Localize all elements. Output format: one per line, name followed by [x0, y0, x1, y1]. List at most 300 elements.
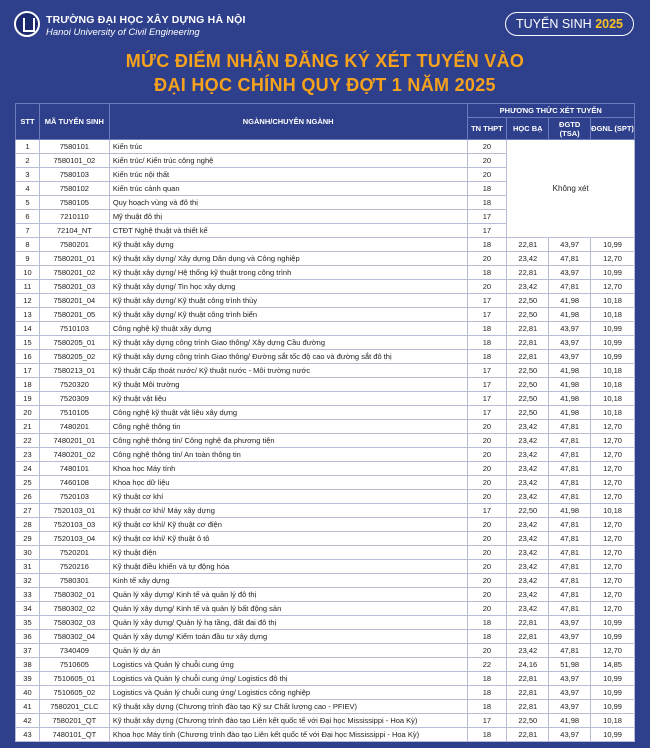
code-cell: 7460108 [39, 476, 109, 490]
major-cell: Kỹ thuật xây dựng công trình Giao thông/ Xây dựng Cầu đường [109, 336, 467, 350]
dgtd-cell: 41,98 [549, 308, 591, 322]
table-row [16, 448, 635, 462]
stt-cell: 36 [16, 630, 40, 644]
university-name-vn: TRƯỜNG ĐẠI HỌC XÂY DỰNG HÀ NỘI [46, 14, 246, 26]
dgnl-cell: 14,85 [591, 658, 635, 672]
dgtd-cell: 41,98 [549, 406, 591, 420]
tn-thpt-cell: 17 [467, 210, 507, 224]
dgnl-cell: 10,18 [591, 406, 635, 420]
table-row [16, 252, 635, 266]
dgnl-cell: 10,99 [591, 238, 635, 252]
dgnl-cell: 10,18 [591, 308, 635, 322]
table-row [16, 546, 635, 560]
tn-thpt-cell: 18 [467, 322, 507, 336]
code-cell: 7580201_CLC [39, 700, 109, 714]
dgnl-cell: 12,70 [591, 462, 635, 476]
stt-cell: 39 [16, 672, 40, 686]
tn-thpt-cell: 20 [467, 490, 507, 504]
dgnl-cell: 12,70 [591, 644, 635, 658]
table-row [16, 728, 635, 742]
major-cell: Kỹ thuật cơ khí [109, 490, 467, 504]
major-cell: Kỹ thuật xây dựng công trình Giao thông/ Đường sắt tốc độ cao và đường sắt đô thị [109, 350, 467, 364]
dgnl-cell: 12,70 [591, 448, 635, 462]
table-row [16, 420, 635, 434]
tn-thpt-cell: 20 [467, 602, 507, 616]
stt-cell: 25 [16, 476, 40, 490]
hoc-ba-cell: 23,42 [507, 448, 549, 462]
table-body [16, 140, 635, 742]
table-row [16, 434, 635, 448]
major-cell: Kiến trúc/ Kiến trúc công nghệ [109, 154, 467, 168]
major-cell: Kỹ thuật xây dựng/ Tin học xây dựng [109, 280, 467, 294]
code-cell: 7510605_02 [39, 686, 109, 700]
table-row [16, 266, 635, 280]
code-cell: 7510605 [39, 658, 109, 672]
code-cell: 7480101 [39, 462, 109, 476]
stt-cell: 33 [16, 588, 40, 602]
hoc-ba-cell: 22,81 [507, 700, 549, 714]
tn-thpt-cell: 20 [467, 252, 507, 266]
major-cell: Quản lý dự án [109, 644, 467, 658]
hoc-ba-cell: 23,42 [507, 252, 549, 266]
table-row [16, 322, 635, 336]
tn-thpt-cell: 20 [467, 448, 507, 462]
hoc-ba-cell: 23,42 [507, 546, 549, 560]
tn-thpt-cell: 20 [467, 154, 507, 168]
code-cell: 7580302_03 [39, 616, 109, 630]
admission-badge [505, 12, 634, 36]
major-cell: Kỹ thuật Cấp thoát nước/ Kỹ thuật nước - Môi trường nước [109, 364, 467, 378]
hoc-ba-cell: 22,50 [507, 392, 549, 406]
major-cell: Quy hoạch vùng và đô thị [109, 196, 467, 210]
hoc-ba-cell: 22,50 [507, 378, 549, 392]
code-cell: 7480201_02 [39, 448, 109, 462]
table-row [16, 504, 635, 518]
hoc-ba-cell: 22,81 [507, 322, 549, 336]
table-row [16, 672, 635, 686]
tn-thpt-cell: 17 [467, 714, 507, 728]
code-cell: 7520201 [39, 546, 109, 560]
dgtd-cell: 43,97 [549, 630, 591, 644]
hoc-ba-cell: 22,81 [507, 728, 549, 742]
code-cell: 7480101_QT [39, 728, 109, 742]
hoc-ba-cell: 23,42 [507, 420, 549, 434]
stt-cell: 31 [16, 560, 40, 574]
dgnl-cell: 12,70 [591, 546, 635, 560]
table-row [16, 462, 635, 476]
stt-cell: 43 [16, 728, 40, 742]
stt-cell: 18 [16, 378, 40, 392]
table-row [16, 406, 635, 420]
code-cell: 7580103 [39, 168, 109, 182]
major-cell: Kỹ thuật điều khiển và tự động hóa [109, 560, 467, 574]
dgnl-cell: 12,70 [591, 420, 635, 434]
code-cell: 7580201_01 [39, 252, 109, 266]
tn-thpt-cell: 17 [467, 364, 507, 378]
hoc-ba-cell: 22,50 [507, 504, 549, 518]
dgnl-cell: 12,70 [591, 252, 635, 266]
major-cell: Logistics và Quản lý chuỗi cung ứng [109, 658, 467, 672]
tn-thpt-cell: 17 [467, 504, 507, 518]
dgtd-cell: 41,98 [549, 392, 591, 406]
tn-thpt-cell: 18 [467, 182, 507, 196]
hoc-ba-cell: 22,81 [507, 686, 549, 700]
table-row [16, 350, 635, 364]
code-cell: 7580201_03 [39, 280, 109, 294]
hoc-ba-cell: 23,42 [507, 434, 549, 448]
hoc-ba-cell: 22,81 [507, 336, 549, 350]
stt-cell: 13 [16, 308, 40, 322]
dgtd-cell: 47,81 [549, 420, 591, 434]
stt-cell: 8 [16, 238, 40, 252]
dgnl-cell: 12,70 [591, 434, 635, 448]
stt-cell: 26 [16, 490, 40, 504]
dgtd-cell: 43,97 [549, 322, 591, 336]
dgtd-cell: 47,81 [549, 448, 591, 462]
dgtd-cell: 47,81 [549, 546, 591, 560]
stt-cell: 20 [16, 406, 40, 420]
tn-thpt-cell: 18 [467, 728, 507, 742]
dgtd-cell: 47,81 [549, 532, 591, 546]
table-row [16, 238, 635, 252]
tn-thpt-cell: 17 [467, 294, 507, 308]
tn-thpt-cell: 17 [467, 224, 507, 238]
dgnl-cell: 12,70 [591, 518, 635, 532]
stt-cell: 28 [16, 518, 40, 532]
badge-year: 2025 [595, 17, 623, 31]
hoc-ba-cell: 22,81 [507, 266, 549, 280]
hoc-ba-cell: 22,81 [507, 630, 549, 644]
dgnl-cell: 12,70 [591, 476, 635, 490]
tn-thpt-cell: 20 [467, 476, 507, 490]
table-row [16, 630, 635, 644]
stt-cell: 32 [16, 574, 40, 588]
tn-thpt-cell: 18 [467, 266, 507, 280]
tn-thpt-cell: 20 [467, 574, 507, 588]
hoc-ba-cell: 22,81 [507, 616, 549, 630]
table-row [16, 686, 635, 700]
stt-cell: 4 [16, 182, 40, 196]
dgnl-cell: 12,70 [591, 588, 635, 602]
stt-cell: 41 [16, 700, 40, 714]
code-cell: 7580105 [39, 196, 109, 210]
admission-score-table [15, 103, 635, 742]
table-row [16, 140, 635, 154]
major-cell: Kỹ thuật xây dựng/ Xây dựng Dân dụng và Công nghiệp [109, 252, 467, 266]
dgtd-cell: 47,81 [549, 434, 591, 448]
table-row [16, 714, 635, 728]
dgtd-cell: 43,97 [549, 350, 591, 364]
code-cell: 7520103_03 [39, 518, 109, 532]
stt-cell: 29 [16, 532, 40, 546]
table-row [16, 476, 635, 490]
hoc-ba-cell: 22,50 [507, 308, 549, 322]
dgnl-cell: 10,99 [591, 672, 635, 686]
dgnl-cell: 10,18 [591, 364, 635, 378]
table-row [16, 658, 635, 672]
stt-cell: 27 [16, 504, 40, 518]
hoc-ba-cell: 23,42 [507, 602, 549, 616]
tn-thpt-cell: 20 [467, 462, 507, 476]
code-cell: 7510103 [39, 322, 109, 336]
stt-cell: 17 [16, 364, 40, 378]
major-cell: Kỹ thuật cơ khí/ Kỹ thuật cơ điện [109, 518, 467, 532]
hoc-ba-cell: 23,42 [507, 490, 549, 504]
hoc-ba-cell: 23,42 [507, 476, 549, 490]
hoc-ba-cell: 22,50 [507, 294, 549, 308]
code-cell: 7520103_04 [39, 532, 109, 546]
dgnl-cell: 10,99 [591, 350, 635, 364]
major-cell: Kỹ thuật Môi trường [109, 378, 467, 392]
table-row [16, 602, 635, 616]
dgnl-cell: 10,18 [591, 378, 635, 392]
code-cell: 7340409 [39, 644, 109, 658]
code-cell: 7580201_02 [39, 266, 109, 280]
major-cell: Kỹ thuật điện [109, 546, 467, 560]
header-code: MÃ TUYỂN SINH [39, 104, 109, 140]
tn-thpt-cell: 20 [467, 420, 507, 434]
tn-thpt-cell: 18 [467, 238, 507, 252]
major-cell: Kỹ thuật xây dựng (Chương trình đào tạo Liên kết quốc tế với Đại học Mississippi - Hoa Kỳ) [109, 714, 467, 728]
major-cell: Công nghệ thông tin/ An toàn thông tin [109, 448, 467, 462]
code-cell: 7510105 [39, 406, 109, 420]
major-cell: Kỹ thuật xây dựng [109, 238, 467, 252]
hoc-ba-cell: 23,42 [507, 280, 549, 294]
tn-thpt-cell: 18 [467, 630, 507, 644]
major-cell: Mỹ thuật đô thị [109, 210, 467, 224]
dgtd-cell: 43,97 [549, 728, 591, 742]
header-dgtd: ĐGTD (TSA) [549, 118, 591, 140]
stt-cell: 7 [16, 224, 40, 238]
code-cell: 7520309 [39, 392, 109, 406]
tn-thpt-cell: 20 [467, 644, 507, 658]
table-row [16, 588, 635, 602]
dgnl-cell: 12,70 [591, 490, 635, 504]
hoc-ba-cell: 23,42 [507, 588, 549, 602]
table-row [16, 518, 635, 532]
major-cell: Quản lý xây dựng/ Kiểm toán đầu tư xây dựng [109, 630, 467, 644]
code-cell: 7520216 [39, 560, 109, 574]
code-cell: 7580302_02 [39, 602, 109, 616]
hoc-ba-cell: 23,42 [507, 532, 549, 546]
tn-thpt-cell: 20 [467, 434, 507, 448]
header-methods: PHƯƠNG THỨC XÉT TUYỂN [467, 104, 635, 118]
major-cell: Quản lý xây dựng/ Kinh tế và quản lý đô thị [109, 588, 467, 602]
table-row [16, 560, 635, 574]
table-row [16, 532, 635, 546]
stt-cell: 19 [16, 392, 40, 406]
stt-cell: 40 [16, 686, 40, 700]
dgnl-cell: 10,99 [591, 728, 635, 742]
dgtd-cell: 43,97 [549, 686, 591, 700]
page-header [0, 0, 650, 48]
tn-thpt-cell: 22 [467, 658, 507, 672]
tn-thpt-cell: 18 [467, 672, 507, 686]
dgnl-cell: 10,99 [591, 616, 635, 630]
tn-thpt-cell: 20 [467, 532, 507, 546]
table-row [16, 280, 635, 294]
hoc-ba-cell: 24,16 [507, 658, 549, 672]
hoc-ba-cell: 22,50 [507, 364, 549, 378]
dgtd-cell: 47,81 [549, 588, 591, 602]
dgtd-cell: 43,97 [549, 700, 591, 714]
major-cell: Khoa học Máy tính [109, 462, 467, 476]
dgtd-cell: 43,97 [549, 266, 591, 280]
major-cell: Công nghệ thông tin/ Công nghệ đa phương tiện [109, 434, 467, 448]
hoc-ba-cell: 23,42 [507, 462, 549, 476]
dgnl-cell: 12,70 [591, 560, 635, 574]
table-row [16, 294, 635, 308]
hoc-ba-cell: 22,81 [507, 350, 549, 364]
badge-text: TUYỂN SINH [516, 17, 592, 31]
code-cell: 7480201_01 [39, 434, 109, 448]
major-cell: Quản lý xây dựng/ Quản lý hạ tầng, đất đai đô thị [109, 616, 467, 630]
tn-thpt-cell: 18 [467, 616, 507, 630]
stt-cell: 10 [16, 266, 40, 280]
major-cell: Khoa học dữ liệu [109, 476, 467, 490]
hoc-ba-cell: 23,42 [507, 560, 549, 574]
dgtd-cell: 51,98 [549, 658, 591, 672]
dgnl-cell: 10,99 [591, 686, 635, 700]
code-cell: 7580302_04 [39, 630, 109, 644]
header-major: NGÀNH/CHUYÊN NGÀNH [109, 104, 467, 140]
dgtd-cell: 47,81 [549, 644, 591, 658]
dgtd-cell: 47,81 [549, 462, 591, 476]
stt-cell: 37 [16, 644, 40, 658]
stt-cell: 3 [16, 168, 40, 182]
code-cell: 7480201 [39, 420, 109, 434]
code-cell: 7580101 [39, 140, 109, 154]
major-cell: Kỹ thuật cơ khí/ Máy xây dựng [109, 504, 467, 518]
table-row [16, 644, 635, 658]
tn-thpt-cell: 20 [467, 588, 507, 602]
dgtd-cell: 43,97 [549, 238, 591, 252]
dgtd-cell: 47,81 [549, 518, 591, 532]
major-cell: Logistics và Quản lý chuỗi cung ứng/ Logistics công nghiệp [109, 686, 467, 700]
tn-thpt-cell: 17 [467, 308, 507, 322]
tn-thpt-cell: 20 [467, 140, 507, 154]
dgnl-cell: 10,18 [591, 714, 635, 728]
dgtd-cell: 43,97 [549, 672, 591, 686]
table-row [16, 616, 635, 630]
university-logo-icon [14, 11, 40, 37]
stt-cell: 11 [16, 280, 40, 294]
hoc-ba-cell: 22,81 [507, 672, 549, 686]
hoc-ba-cell: 23,42 [507, 518, 549, 532]
stt-cell: 2 [16, 154, 40, 168]
title-line-2: ĐẠI HỌC CHÍNH QUY ĐỢT 1 NĂM 2025 [154, 75, 496, 95]
code-cell: 7520320 [39, 378, 109, 392]
table-row [16, 574, 635, 588]
stt-cell: 21 [16, 420, 40, 434]
major-cell: Kinh tế xây dựng [109, 574, 467, 588]
code-cell: 7580101_02 [39, 154, 109, 168]
stt-cell: 23 [16, 448, 40, 462]
hoc-ba-cell: 23,42 [507, 644, 549, 658]
dgnl-cell: 12,70 [591, 532, 635, 546]
major-cell: Công nghệ kỹ thuật vật liệu xây dựng [109, 406, 467, 420]
code-cell: 7580205_02 [39, 350, 109, 364]
dgnl-cell: 10,18 [591, 294, 635, 308]
dgnl-cell: 12,70 [591, 574, 635, 588]
tn-thpt-cell: 18 [467, 700, 507, 714]
stt-cell: 6 [16, 210, 40, 224]
table-row [16, 336, 635, 350]
tn-thpt-cell: 20 [467, 280, 507, 294]
major-cell: CTĐT Nghệ thuật và thiết kế [109, 224, 467, 238]
table-row [16, 700, 635, 714]
major-cell: Logistics và Quản lý chuỗi cung ứng/ Logistics đô thị [109, 672, 467, 686]
hoc-ba-cell: 22,50 [507, 714, 549, 728]
table-row [16, 392, 635, 406]
not-considered-cell: Không xét [507, 140, 635, 238]
dgnl-cell: 10,18 [591, 392, 635, 406]
dgnl-cell: 10,18 [591, 504, 635, 518]
tn-thpt-cell: 20 [467, 546, 507, 560]
code-cell: 7520103_01 [39, 504, 109, 518]
code-cell: 7580302_01 [39, 588, 109, 602]
dgtd-cell: 47,81 [549, 476, 591, 490]
tn-thpt-cell: 17 [467, 392, 507, 406]
code-cell: 7580201_04 [39, 294, 109, 308]
dgtd-cell: 41,98 [549, 504, 591, 518]
major-cell: Quản lý xây dựng/ Kinh tế và quản lý bất động sản [109, 602, 467, 616]
stt-cell: 16 [16, 350, 40, 364]
table-row [16, 490, 635, 504]
dgtd-cell: 41,98 [549, 714, 591, 728]
dgtd-cell: 47,81 [549, 602, 591, 616]
dgtd-cell: 43,97 [549, 336, 591, 350]
code-cell: 7580201_05 [39, 308, 109, 322]
major-cell: Kỹ thuật xây dựng/ Hệ thống kỹ thuật trong công trình [109, 266, 467, 280]
title-line-1: MỨC ĐIỂM NHẬN ĐĂNG KÝ XÉT TUYỂN VÀO [125, 51, 525, 71]
stt-cell: 5 [16, 196, 40, 210]
dgtd-cell: 47,81 [549, 560, 591, 574]
header-stt: STT [16, 104, 40, 140]
stt-cell: 14 [16, 322, 40, 336]
stt-cell: 35 [16, 616, 40, 630]
dgtd-cell: 47,81 [549, 490, 591, 504]
table-row [16, 308, 635, 322]
stt-cell: 9 [16, 252, 40, 266]
stt-cell: 24 [16, 462, 40, 476]
university-name-en: Hanoi University of Civil Engineering [46, 27, 200, 38]
code-cell: 7580205_01 [39, 336, 109, 350]
dgtd-cell: 41,98 [549, 364, 591, 378]
tn-thpt-cell: 17 [467, 378, 507, 392]
major-cell: Công nghệ kỹ thuật xây dựng [109, 322, 467, 336]
code-cell: 7580201 [39, 238, 109, 252]
dgnl-cell: 10,99 [591, 266, 635, 280]
code-cell: 7580301 [39, 574, 109, 588]
major-cell: Kiến trúc [109, 140, 467, 154]
stt-cell: 34 [16, 602, 40, 616]
dgtd-cell: 41,98 [549, 294, 591, 308]
table-row [16, 378, 635, 392]
code-cell: 7520103 [39, 490, 109, 504]
header-tn-thpt: TN THPT [467, 118, 507, 140]
major-cell: Kỹ thuật cơ khí/ Kỹ thuật ô tô [109, 532, 467, 546]
stt-cell: 15 [16, 336, 40, 350]
tn-thpt-cell: 17 [467, 406, 507, 420]
major-cell: Kỹ thuật xây dựng/ Kỹ thuật công trình thủy [109, 294, 467, 308]
dgnl-cell: 10,99 [591, 700, 635, 714]
code-cell: 72104_NT [39, 224, 109, 238]
stt-cell: 12 [16, 294, 40, 308]
stt-cell: 1 [16, 140, 40, 154]
dgtd-cell: 43,97 [549, 616, 591, 630]
dgnl-cell: 10,99 [591, 322, 635, 336]
